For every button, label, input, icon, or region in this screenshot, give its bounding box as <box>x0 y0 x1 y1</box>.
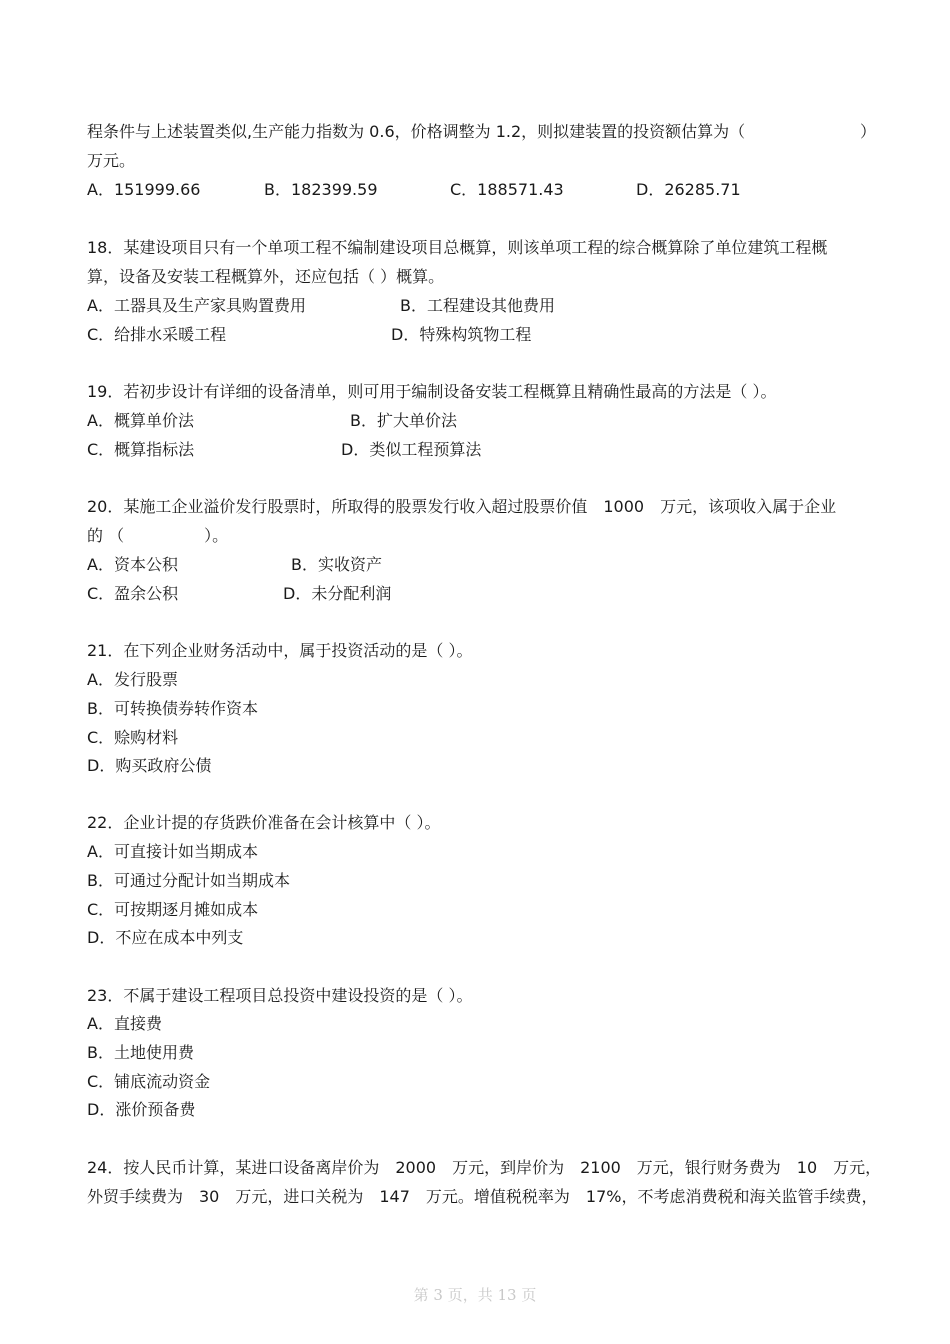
q19-option-a: A．概算单价法 <box>87 411 194 430</box>
q22-option-d: D．不应在成本中列支 <box>87 928 244 947</box>
q17-option-d: D．26285.71 <box>636 180 741 199</box>
q23-option-b: B．土地使用费 <box>87 1043 194 1062</box>
q19-stem: 19．若初步设计有详细的设备清单，则可用于编制设备安装工程概算且精确性最高的方法是（ ）。 <box>87 382 777 401</box>
q21-option-a: A．发行股票 <box>87 670 178 689</box>
q20-option-d: D．未分配利润 <box>283 584 392 603</box>
q17-option-a: A．151999.66 <box>87 180 201 199</box>
q22-stem: 22．企业计提的存货跌价准备在会计核算中（ ）。 <box>87 813 441 832</box>
q18-option-d: D．特殊构筑物工程 <box>391 325 532 344</box>
q21-stem: 21．在下列企业财务活动中，属于投资活动的是（ ）。 <box>87 641 473 660</box>
q22-option-a: A．可直接计如当期成本 <box>87 842 258 861</box>
q19-option-b: B．扩大单价法 <box>350 411 457 430</box>
q19-option-c: C．概算指标法 <box>87 440 195 459</box>
q22-option-c: C．可按期逐月摊如成本 <box>87 900 259 919</box>
q18-option-a: A．工器具及生产家具购置费用 <box>87 296 306 315</box>
q17-stem-close-paren: ） <box>860 122 877 141</box>
q18-stem-line2: 算，设备及安装工程概算外，还应包括（ ）概算。 <box>87 267 445 286</box>
q21-option-b: B．可转换债券转作资本 <box>87 699 258 718</box>
q17-stem-line2: 万元。 <box>87 151 136 170</box>
q24-stem-line2: 外贸手续费为 30 万元，进口关税为 147 万元。增值税税率为 17%，不考虑消费税和海关监管手续费， <box>87 1187 878 1206</box>
q23-option-d: D．涨价预备费 <box>87 1100 196 1119</box>
q20-option-a: A．资本公积 <box>87 555 178 574</box>
q18-stem-line1: 18．某建设项目只有一个单项工程不编制建设项目总概算，则该单项工程的综合概算除了单位建筑工程概 <box>87 238 828 257</box>
q20-option-c: C．盈余公积 <box>87 584 179 603</box>
q18-option-b: B．工程建设其他费用 <box>400 296 555 315</box>
q20-option-b: B．实收资产 <box>291 555 382 574</box>
q23-stem: 23．不属于建设工程项目总投资中建设投资的是（ ）。 <box>87 986 473 1005</box>
q23-option-a: A．直接费 <box>87 1014 162 1033</box>
q24-stem-line1: 24．按人民币计算，某进口设备离岸价为 2000 万元，到岸价为 2100 万元，银行财务费为 10 万元， <box>87 1158 882 1177</box>
q18-option-c: C．给排水采暖工程 <box>87 325 227 344</box>
q22-option-b: B．可通过分配计如当期成本 <box>87 871 290 890</box>
q19-option-d: D．类似工程预算法 <box>341 440 482 459</box>
q17-stem-line1: 程条件与上述装置类似,生产能力指数为 0.6，价格调整为 1.2，则拟建装置的投资额估算为（ <box>87 122 746 141</box>
q20-stem-line1: 20．某施工企业溢价发行股票时，所取得的股票发行收入超过股票价值 1000 万元，该项收入属于企业 <box>87 497 837 516</box>
q21-option-d: D．购买政府公债 <box>87 756 212 775</box>
q23-option-c: C．铺底流动资金 <box>87 1072 211 1091</box>
page-footer: 第 3 页，共 13 页 <box>413 1286 537 1304</box>
q17-option-b: B．182399.59 <box>264 180 378 199</box>
q17-option-c: C．188571.43 <box>450 180 564 199</box>
q21-option-c: C．赊购材料 <box>87 728 179 747</box>
q20-stem-line2: 的 （ ）。 <box>87 526 229 545</box>
